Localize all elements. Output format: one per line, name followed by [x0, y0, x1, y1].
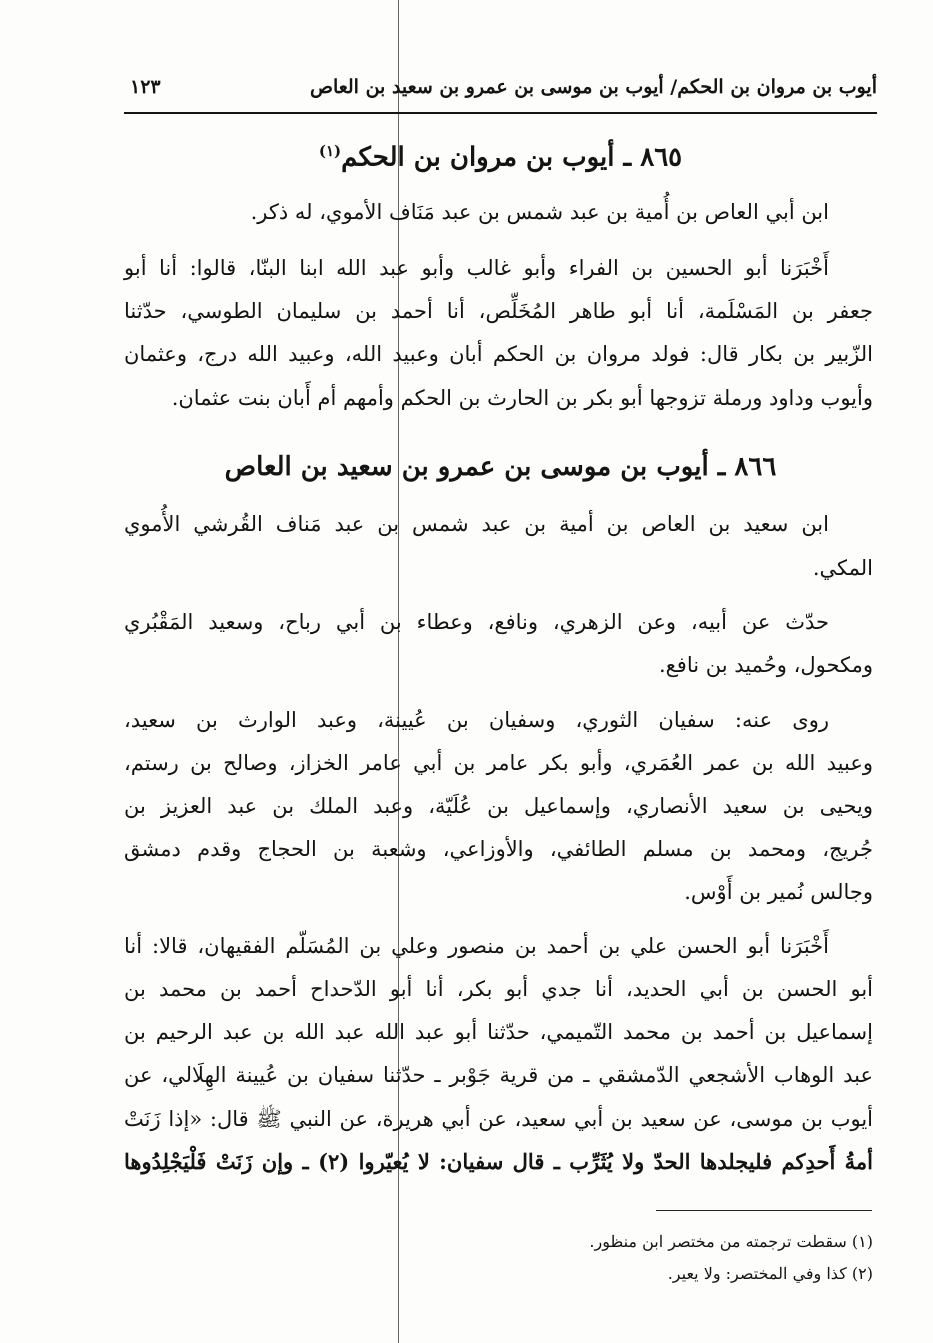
text-line: الزّبير بن بكار قال: فولد مروان بن الحكم أبان وعبيد الله، وعبيد الله درج، وعثمان	[124, 342, 873, 366]
text-line: المكي.	[812, 556, 873, 580]
text-line: أَخْبَرَنا أبو الحسين بن الفراء وأبو غالب وأبو عبد الله ابنا البنّا، قالوا: أنا أبو	[124, 256, 829, 280]
text-line: وأيوب وداود ورملة تزوجها أبو بكر بن الحارث بن الحكم وأمهم أم أَبان بنت عثمان.	[171, 386, 873, 410]
footnote-rule	[656, 1210, 872, 1211]
page-number: ١٢٣	[130, 76, 161, 98]
text-line: وعبيد الله بن عمر العُمَري، وأبو بكر عامر بن أبي عامر الخزاز، وصالح بن رستم،	[124, 751, 873, 775]
text-line: جُريج، ومحمد بن مسلم الطائفي، والأوزاعي، وشعبة بن الحجاج وقدم دمشق	[124, 837, 873, 861]
text-line: وجالس نُمير بن أَوْس.	[684, 880, 873, 904]
entry-heading-text: ٨٦٦ ـ أيوب بن موسى بن عمرو بن سعيد بن العاص	[224, 452, 777, 482]
text-line: عبد الوهاب الأشجعي الدّمشقي ـ من قرية جَوْبر ـ حدّثنا سفيان بن عُيينة الهِلَالي، عن	[124, 1063, 873, 1087]
text-line: ابن سعيد بن العاص بن أمية بن عبد شمس بن عبد مَناف القُرشي الأُموي	[124, 512, 829, 536]
text-line: حدّث عن أبيه، وعن الزهري، ونافع، وعطاء بن أبي رباح، وسعيد المَقْبُري	[124, 610, 829, 634]
text-line: إسماعيل بن أحمد بن محمد التّميمي، حدّثنا أبو عبد الله عبد الله بن عبد الرحيم بن	[124, 1020, 873, 1044]
footnote: (٢) كذا وفي المختصر: ولا يعير.	[667, 1264, 873, 1283]
footnote: (١) سقطت ترجمته من مختصر ابن منظور.	[589, 1232, 873, 1251]
entry-heading	[124, 142, 877, 173]
text-line: جعفر بن المَسْلَمة، أنا أبو طاهر المُخَلِّص، أنا أحمد بن سليمان الطوسي، حدّثنا	[124, 299, 873, 323]
footnote-ref: (١)	[318, 142, 342, 160]
page-header	[124, 76, 877, 106]
text-line: أَخْبَرَنا أبو الحسن علي بن أحمد بن منصور وعلي بن المُسَلّم الفقيهان، قالا: أنا	[124, 934, 829, 958]
entry-heading	[124, 452, 877, 482]
text-line: أبو الحسن بن أبي الحديد، أنا جدي أبو بكر، أنا أبو الدّحداح أحمد بن محمد بن	[124, 977, 873, 1001]
text-line: ومكحول، وحُميد بن نافع.	[658, 653, 873, 677]
text-line: ابن أبي العاص بن أُمية بن عبد شمس بن عبد مَنَاف الأموي، له ذكر.	[250, 200, 829, 224]
running-title: أيوب بن مروان بن الحكم/ أيوب بن موسى بن عمرو بن سعيد بن العاص	[309, 76, 877, 98]
text-line: أمةُ أَحدِكم فليجلدها الحدّ ولا يُثَرِّب ـ قال سفيان: لا يُعيّروا (٢) ـ وإن زَنَتْ فَلْيَجْلِدُوها	[124, 1149, 873, 1174]
header-rule	[124, 112, 877, 114]
text-line: أيوب بن موسى، عن سعيد بن أبي سعيد، عن أبي هريرة، عن النبي ﷺ قال: «إذا زَنَتْ	[124, 1107, 873, 1131]
text-line: روى عنه: سفيان الثوري، وسفيان بن عُيينة، وعبد الوارث بن سعيد،	[124, 708, 829, 732]
entry-heading-text: ٨٦٥ ـ أيوب بن مروان بن الحكم	[341, 142, 683, 173]
text-line: ويحيى بن سعيد الأنصاري، وإسماعيل بن عُلَيّة، وعبد الملك بن عبد العزيز بن	[124, 794, 873, 818]
